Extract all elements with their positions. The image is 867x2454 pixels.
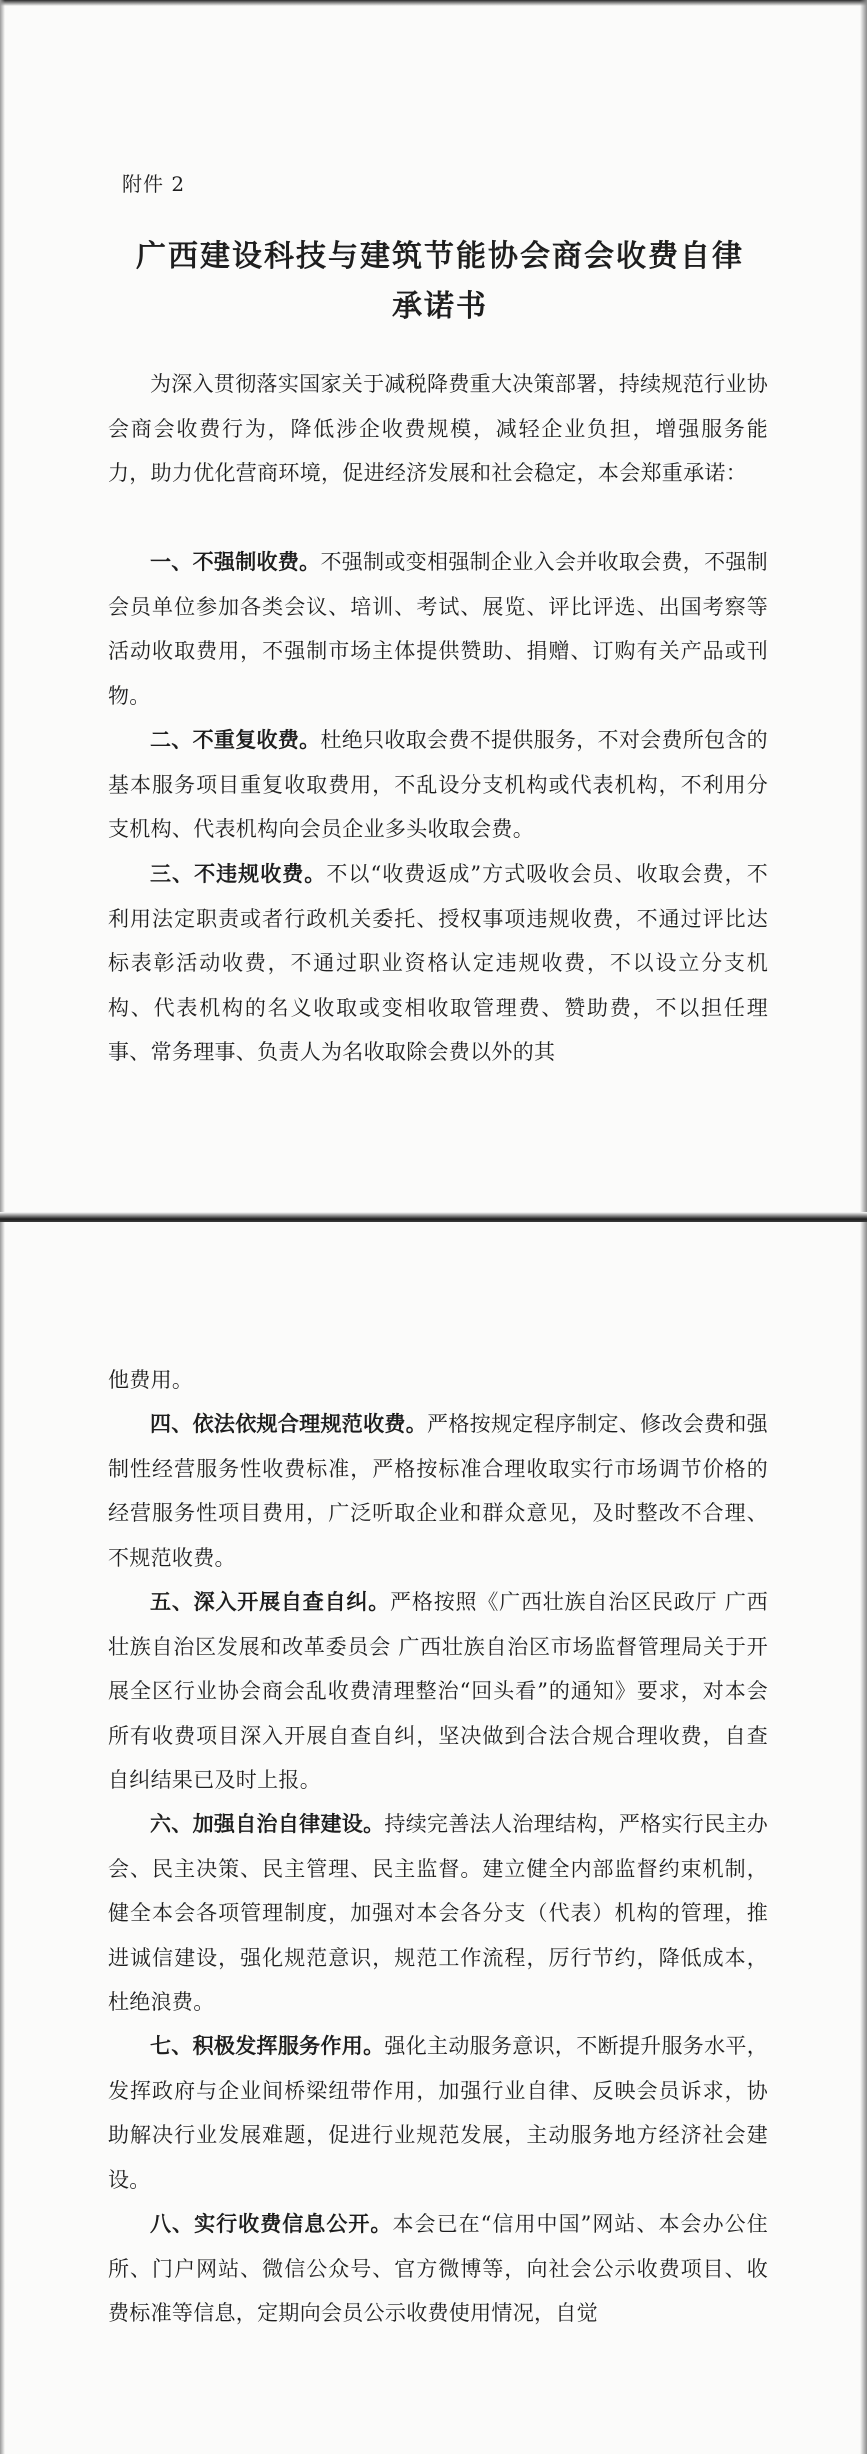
continuation-text: 他费用。 [108, 1368, 194, 1392]
commitment-item-5 [108, 1580, 768, 1803]
commitment-item-4 [108, 1402, 768, 1580]
item-heading: 四、依法依规合理规范收费。 [150, 1412, 428, 1436]
page-separator [0, 1212, 867, 1222]
intro-paragraph: 为深入贯彻落实国家关于减税降费重大决策部署，持续规范行业协会商会收费行为，降低涉企收费规模，减轻企业负担，增强服务能力，助力优化营商环境，促进经济发展和社会稳定，本会郑重承诺： [108, 372, 768, 485]
scanned-page-1 [0, 0, 867, 1212]
item-body: 持续完善法人治理结构，严格实行民主办会、民主决策、民主管理、民主监督。建立健全内部监督约束机制，健全本会各项管理制度，加强对本会各分支（代表）机构的管理，推进诚信建设，强化规范意识，规范工作流程，厉行节约，降低成本，杜绝浪费。 [108, 1812, 768, 2014]
commitment-item-2 [108, 718, 768, 852]
item-body: 严格按规定程序制定、修改会费和强制性经营服务性收费标准，严格按标准合理收取实行市场调节价格的经营服务性项目费用，广泛听取企业和群众意见，及时整改不合理、不规范收费。 [108, 1412, 768, 1570]
commitment-item-7 [108, 2024, 768, 2202]
item-body: 严格按照《广西壮族自治区民政厅 广西壮族自治区发展和改革委员会 广西壮族自治区市场监督管理局关于开展全区行业协会商会乱收费清理整治“回头看”的通知》要求，对本会所有收费项目深入开展自查自纠，坚决做到合法合规合理收费，自查自纠结果已及时上报。 [108, 1590, 768, 1792]
attachment-label: 附件 2 [122, 172, 186, 196]
commitment-item-6 [108, 1802, 768, 2025]
document-title: 广西建设科技与建筑节能协会商会收费自律承诺书 [136, 239, 744, 324]
page-edge-shadow [860, 1222, 867, 2454]
item-body: 不强制或变相强制企业入会并收取会费，不强制会员单位参加各类会议、培训、考试、展览、评比评选、出国考察等活动收取费用，不强制市场主体提供赞助、捐赠、订购有关产品或刊物。 [108, 550, 768, 708]
commitment-item-8 [108, 2202, 768, 2336]
page-edge-shadow [860, 0, 867, 1212]
item-body: 不以“收费返成”方式吸收会员、收取会费，不利用法定职责或者行政机关委托、授权事项违规收费，不通过评比达标表彰活动收费，不通过职业资格认定违规收费，不以设立分支机构、代表机构的名义收取或变相收取管理费、赞助费，不以担任理事、常务理事、负责人为名收取除会费以外的其 [108, 862, 768, 1064]
scanned-page-2 [0, 1222, 867, 2454]
page-edge-shadow [0, 0, 867, 6]
item-body: 本会已在“信用中国”网站、本会办公住所、门户网站、微信公众号、官方微博等，向社会公示收费项目、收费标准等信息，定期向会员公示收费使用情况，自觉 [108, 2212, 768, 2325]
item-body: 杜绝只收取会费不提供服务，不对会费所包含的基本服务项目重复收取费用，不乱设分支机构或代表机构，不利用分支机构、代表机构向会员企业多头收取会费。 [108, 728, 768, 841]
item-heading: 五、深入开展自查自纠。 [150, 1590, 391, 1614]
item-heading: 八、实行收费信息公开。 [150, 2212, 393, 2236]
item-heading: 三、不违规收费。 [150, 862, 327, 886]
item-body: 强化主动服务意识，不断提升服务水平，发挥政府与企业间桥梁纽带作用，加强行业自律、反映会员诉求，协助解决行业发展难题，促进行业规范发展，主动服务地方经济社会建设。 [108, 2034, 768, 2192]
item-heading: 二、不重复收费。 [150, 728, 321, 752]
page-edge-shadow [0, 0, 5, 1212]
commitment-item-1 [108, 540, 768, 718]
item-heading: 七、积极发挥服务作用。 [150, 2034, 385, 2058]
page-edge-shadow [0, 1222, 5, 2454]
item-heading: 一、不强制收费。 [150, 550, 321, 574]
item-heading: 六、加强自治自律建设。 [150, 1812, 385, 1836]
commitment-item-3 [108, 852, 768, 1075]
